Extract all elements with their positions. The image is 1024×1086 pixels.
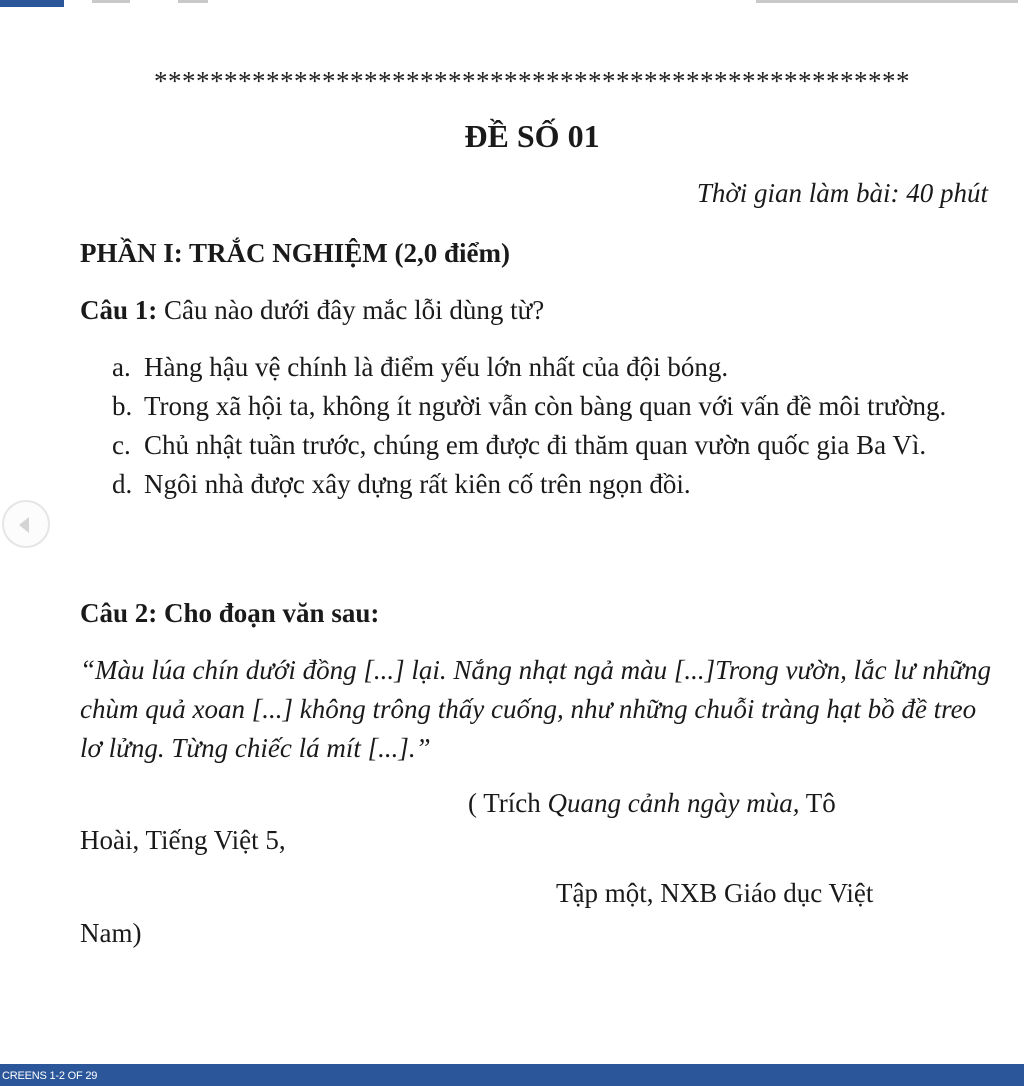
time-note: Thời gian làm bài: 40 phút [696, 178, 988, 208]
citation-work-title: Quang cảnh ngày mùa, [547, 788, 800, 818]
top-toolbar-fragment [756, 0, 1018, 3]
separator-stars: ****************************************************** [154, 66, 910, 96]
option-letter: a. [112, 352, 131, 382]
question-1 [80, 295, 544, 326]
question-1-label: Câu 1: [80, 295, 158, 325]
option-text: Chủ nhật tuần trước, chúng em được đi thăm quan vườn quốc gia Ba Vì. [144, 430, 927, 460]
option-letter: c. [112, 430, 131, 460]
option-d [112, 465, 972, 504]
document-page [0, 10, 1024, 1064]
option-text: Trong xã hội ta, không ít người vẫn còn bàng quan với vấn đề môi trường. [144, 391, 947, 421]
citation-line-3: Tập một, NXB Giáo dục Việt [556, 878, 874, 908]
question-1-options [112, 348, 972, 504]
citation-prefix: ( Trích [468, 788, 548, 818]
citation-line-4: Nam) [80, 918, 142, 948]
page-title: ĐỀ SỐ 01 [464, 118, 600, 154]
question-1-text: Câu nào dưới đây mắc lỗi dùng từ? [164, 295, 545, 325]
option-letter: b. [112, 391, 133, 421]
top-toolbar-fragment [92, 0, 130, 3]
question-2-passage: “Màu lúa chín dưới đồng [...] lại. Nắng nhạt ngả màu [...]Trong vườn, lắc lư những chùm quả xoan [...] không trông thấy cuống, như những chuỗi tràng hạt bồ đề treo lơ lửng. Từng chiếc lá mít [...].” [80, 655, 992, 763]
top-toolbar-strip [0, 0, 1024, 10]
top-toolbar-fragment [178, 0, 208, 3]
option-b [112, 387, 972, 426]
chevron-left-icon [19, 517, 29, 533]
citation-author-start: Tô [799, 788, 836, 818]
option-c [112, 426, 972, 465]
status-bar [0, 1064, 1024, 1086]
option-a [112, 348, 972, 387]
section-heading: PHẦN I: TRẮC NGHIỆM (2,0 điểm) [80, 238, 510, 268]
option-text: Hàng hậu vệ chính là điểm yếu lớn nhất của đội bóng. [144, 352, 729, 382]
screen-counter: CREENS 1-2 OF 29 [2, 1070, 98, 1082]
question-2-label: Câu 2: Cho đoạn văn sau: [80, 598, 380, 628]
citation-line-2: Hoài, Tiếng Việt 5, [80, 825, 286, 855]
option-letter: d. [112, 469, 133, 499]
top-accent-tab [0, 0, 64, 7]
citation-line-1 [468, 788, 836, 819]
previous-page-button[interactable] [2, 500, 50, 548]
option-text: Ngôi nhà được xây dựng rất kiên cố trên ngọn đồi. [144, 469, 691, 499]
